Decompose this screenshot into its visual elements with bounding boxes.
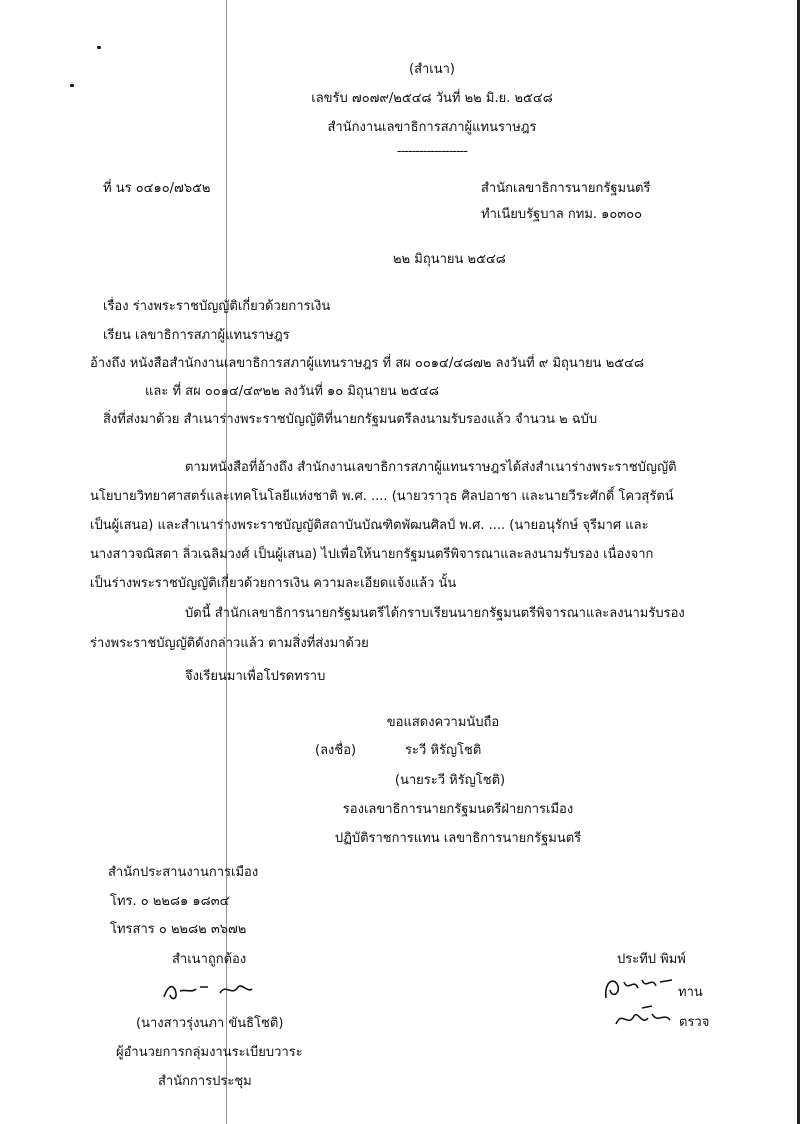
body-para1-line: เป็นร่างพระราชบัญญัติเกี่ยวด้วยการเงิน ความละเอียดแจ้งแล้ว นั้น bbox=[90, 576, 457, 591]
body-para1-line: เป็นผู้เสนอ) และสำเนาร่างพระราชบัญญัติสถาบันบัณฑิตพัฒนศิลป์ พ.ศ. .... (นายอนุรักษ์ จุรีมาศ และ bbox=[90, 518, 649, 533]
signer-acting: ปฏิบัติราชการแทน เลขาธิการนายกรัฐมนตรี bbox=[334, 831, 582, 846]
body-para3-line: จึงเรียนมาเพื่อโปรดทราบ bbox=[185, 669, 326, 684]
typed-label: ทาน bbox=[678, 985, 703, 1000]
scan-speck bbox=[70, 84, 74, 87]
sender-address: ทำเนียบรัฐบาล กทม. ๑๐๓๐๐ bbox=[481, 207, 643, 222]
signed-label: (ลงชื่อ) bbox=[315, 743, 357, 758]
reference-line-2: และ ที่ สผ ๐๐๑๔/๔๙๒๒ ลงวันที่ ๑๐ มิถุนายน ๒๕๔๘ bbox=[145, 384, 439, 399]
body-para1-line: ตามหนังสือที่อ้างถึง สำนักงานเลขาธิการสภาผู้แทนราษฎรได้ส่งสำเนาร่างพระราชบัญญัติ bbox=[185, 460, 677, 475]
sender-office: สำนักเลขาธิการนายกรัฐมนตรี bbox=[481, 181, 651, 196]
signed-name: ระวี หิรัญโชติ bbox=[405, 743, 482, 758]
printed-name: (นายระวี หิรัญโชติ) bbox=[394, 773, 506, 788]
enclosure-line: สิ่งที่ส่งมาด้วย สำเนาร่างพระราชบัญญัติที่นายกรัฐมนตรีลงนามรับรองแล้ว จำนวน ๒ ฉบับ bbox=[103, 412, 598, 427]
reference-line-1: อ้างถึง หนังสือสำนักงานเลขาธิการสภาผู้แทนราษฎร ที่ สผ ๐๐๑๔/๔๘๗๒ ลงวันที่ ๙ มิถุนายน ๒๕๔๘ bbox=[90, 356, 644, 371]
scan-speck bbox=[97, 46, 101, 49]
certifier-signature bbox=[160, 975, 290, 1007]
closing-regards: ขอแสดงความนับถือ bbox=[386, 715, 500, 730]
certifier-position: ผู้อำนวยการกลุ่มงานระเบียบวาระ bbox=[116, 1045, 303, 1060]
body-para1-line: นโยบายวิทยาศาสตร์และเทคโนโลยีแห่งชาติ พ.ศ. .... (นายวราวุธ ศิลปอาชา และนายวีระศักดิ์ โควสุรัตน์ bbox=[90, 489, 674, 504]
received-number: เลขรับ ๗๐๗๙/๒๕๔๘ วันที่ ๒๒ มิ.ย. ๒๕๔๘ bbox=[311, 91, 553, 106]
body-para2-line: ร่างพระราชบัญญัติดังกล่าวแล้ว ตามสิ่งที่ส่งมาด้วย bbox=[90, 636, 369, 651]
certifier-name: (นางสาวรุ่งนภา ขันธิโชติ) bbox=[136, 1016, 284, 1031]
header-divider: ------------------- bbox=[396, 144, 468, 159]
addressee-line: เรียน เลขาธิการสภาผู้แทนราษฎร bbox=[103, 328, 290, 343]
checked-initials bbox=[612, 1004, 678, 1032]
letter-date: ๒๒ มิถุนายน ๒๕๔๘ bbox=[393, 252, 506, 267]
received-office: สำนักงานเลขาธิการสภาผู้แทนราษฎร bbox=[327, 120, 537, 135]
fax: โทรสาร ๐ ๒๒๘๒ ๓๖๗๒ bbox=[110, 922, 247, 937]
telephone: โทร. ๐ ๒๒๘๑ ๑๘๓๔ bbox=[110, 894, 230, 909]
copy-mark: (สำเนา) bbox=[408, 62, 456, 77]
typist-name: ประทีป พิมพ์ bbox=[617, 952, 686, 967]
subject-line: เรื่อง ร่างพระราชบัญญัติเกี่ยวด้วยการเงิน bbox=[103, 299, 331, 314]
division-name: สำนักประสานงานการเมือง bbox=[108, 865, 259, 880]
signer-position: รองเลขาธิการนายกรัฐมนตรีฝ่ายการเมือง bbox=[342, 802, 574, 817]
certifier-office: สำนักการประชุม bbox=[158, 1074, 252, 1089]
body-para2-line: บัดนี้ สำนักเลขาธิการนายกรัฐมนตรีได้กราบเรียนนายกรัฐมนตรีพิจารณาและลงนามรับรอง bbox=[185, 606, 685, 621]
body-para1-line: นางสาวจณิสตา ลิ่วเฉลิมวงศ์ เป็นผู้เสนอ) ไปเพื่อให้นายกรัฐมนตรีพิจารณาและลงนามรับรอง เนื่องจาก bbox=[90, 547, 654, 562]
reference-number: ที่ นร ๐๔๑๐/๗๖๕๒ bbox=[103, 181, 211, 196]
typed-initials bbox=[600, 972, 680, 1004]
certified-copy-label: สำเนาถูกต้อง bbox=[172, 952, 247, 967]
checked-label: ตรวจ bbox=[679, 1015, 710, 1030]
